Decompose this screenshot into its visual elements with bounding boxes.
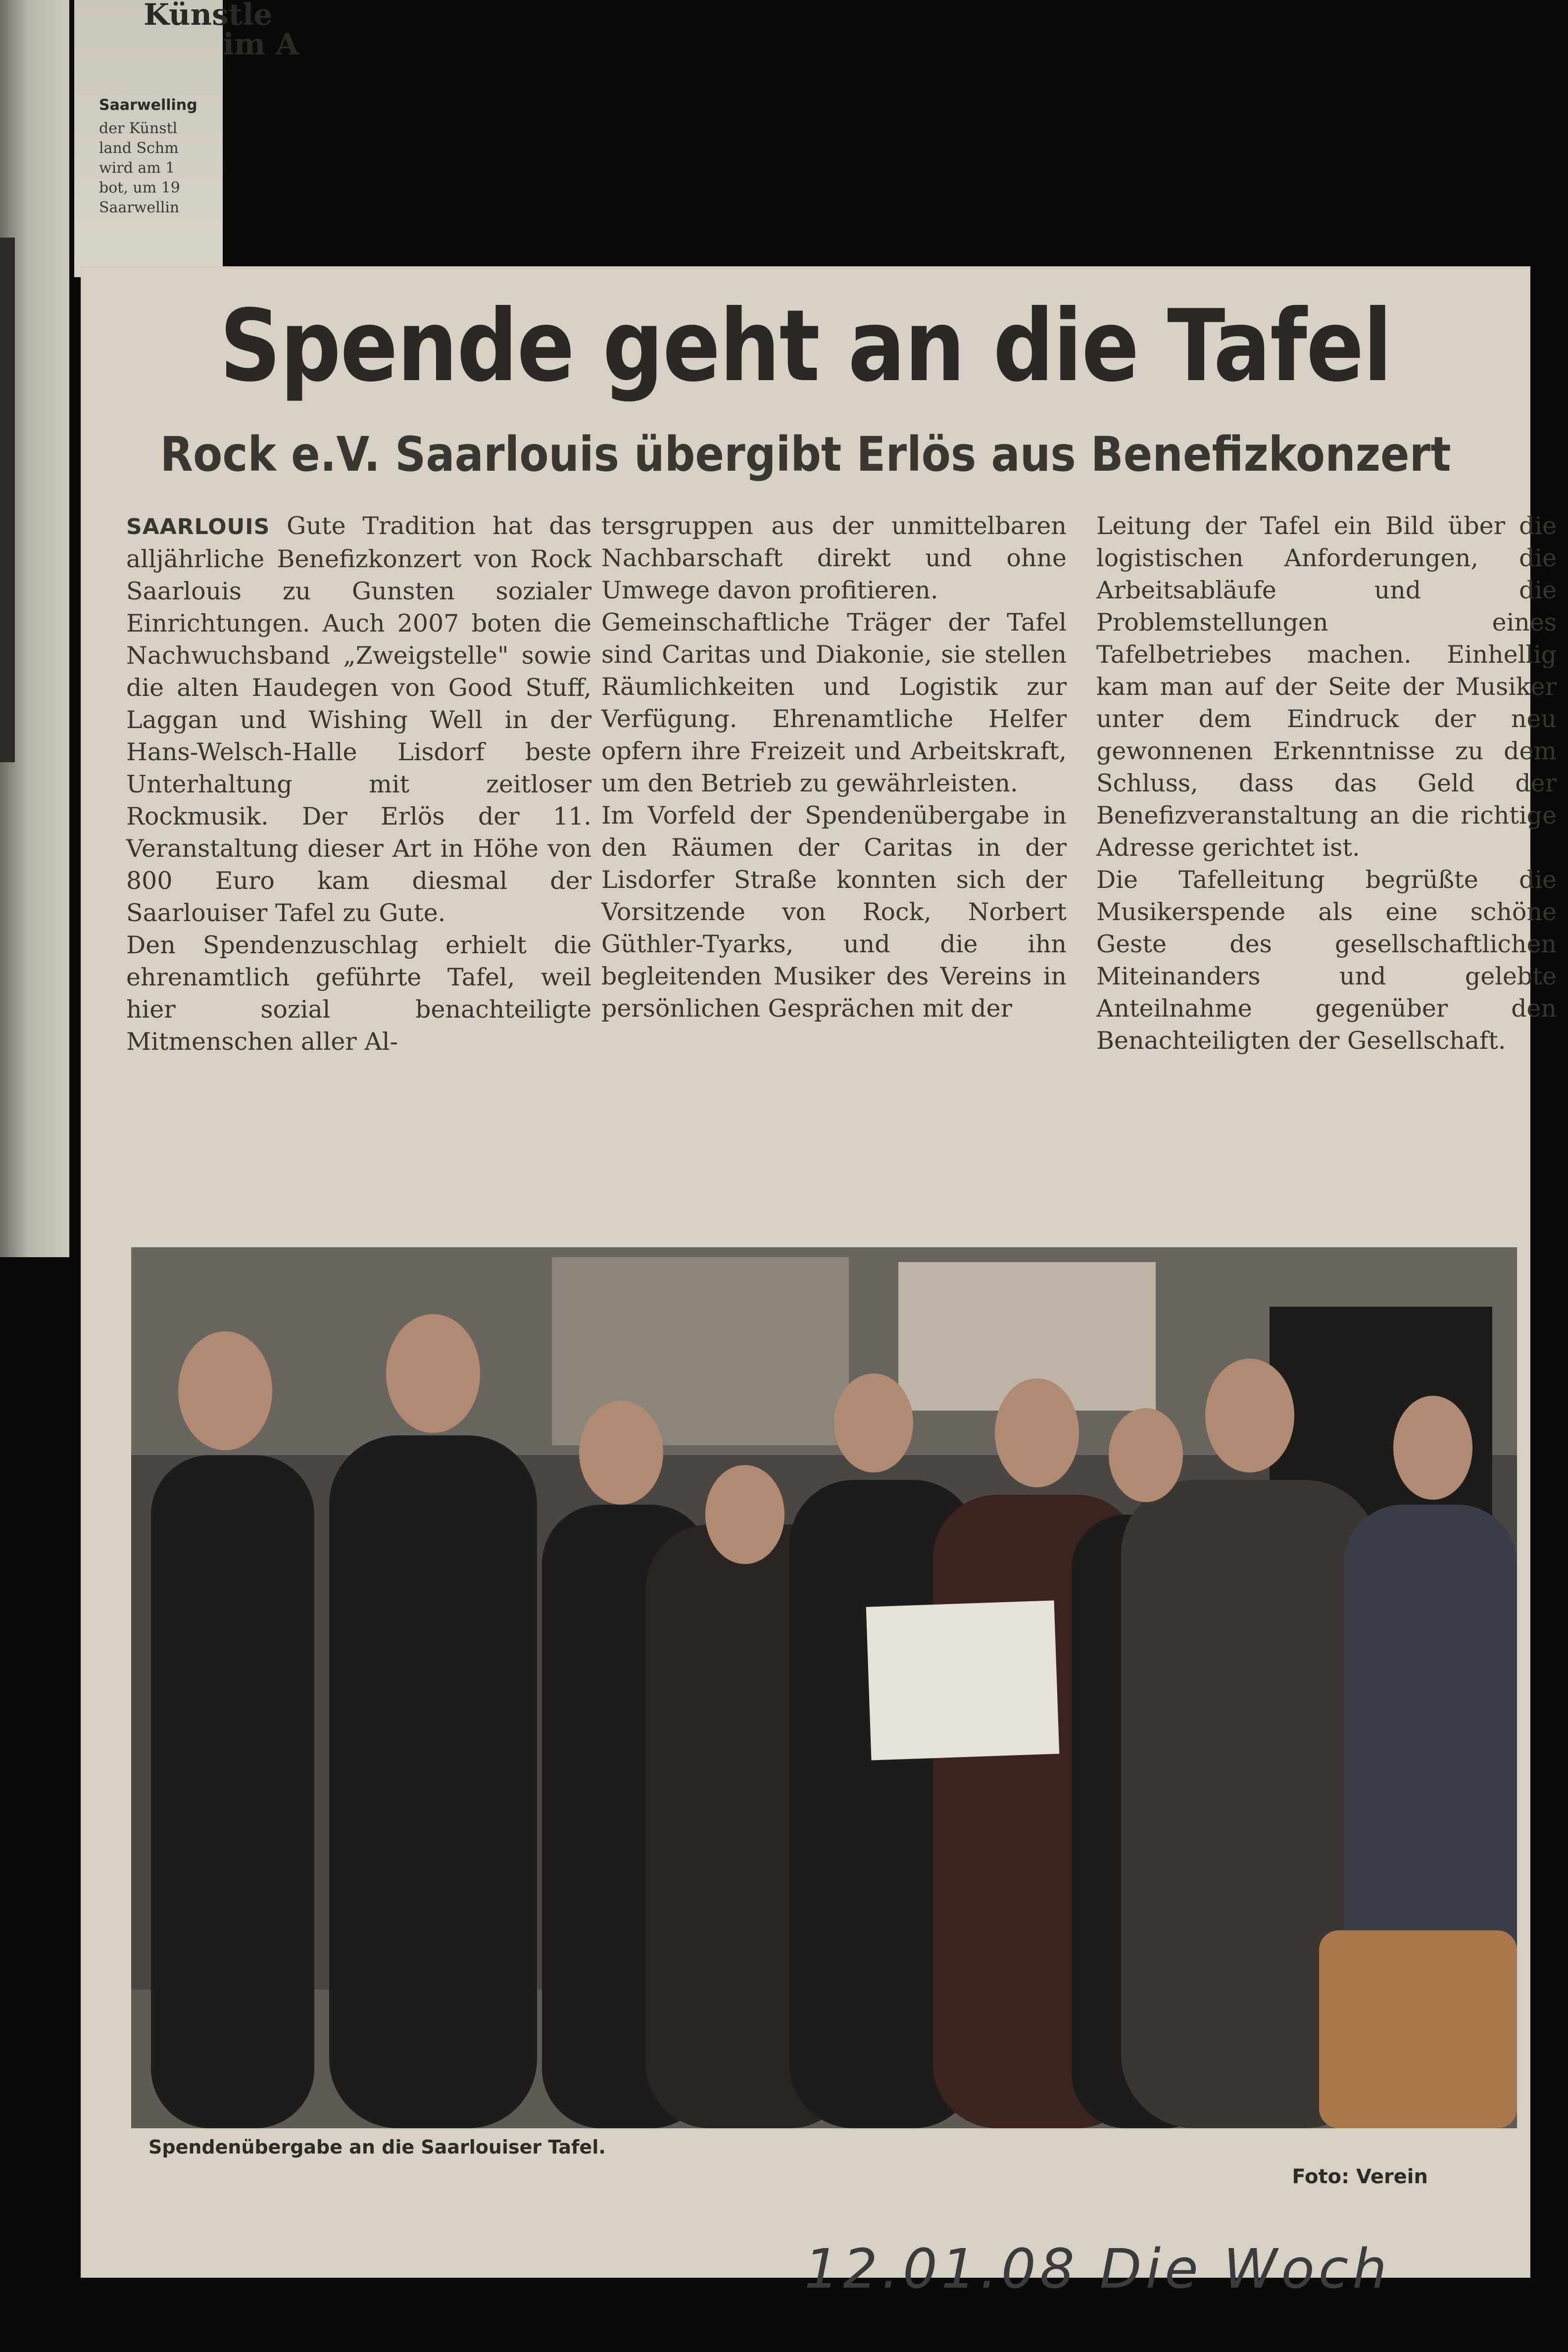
top-clipping-body: der Künstl land Schm wird am 1 bot, um 19 Saarwellin bbox=[99, 120, 180, 216]
headline: Spende geht an die Tafel bbox=[219, 289, 1392, 404]
photo-credit: Foto: Verein bbox=[1292, 2165, 1428, 2188]
handwritten-note: 12.01.08 Die Woch bbox=[804, 2237, 1391, 2301]
group-photo bbox=[131, 1247, 1517, 2128]
group-photo-illustration bbox=[131, 1247, 1517, 2128]
paragraph: Im Vorfeld der Spendenübergabe in den Räumen der Caritas in der Lisdorfer Straße konnten sich der Vorsitzende von Rock, Norbert Güthler-Tyarks, und die ihn begleitenden Musiker des Vereins in persönlichen Gesprächen mit der bbox=[601, 801, 1067, 1023]
paragraph: Den Spendenzuschlag erhielt die ehrenamtlich geführte Tafel, weil hier sozial benachteiligte Mitmenschen aller Al- bbox=[126, 931, 591, 1056]
background-clipping-photo bbox=[0, 238, 15, 762]
subheadline: Rock e.V. Saarlouis übergibt Erlös aus Benefizkonzert bbox=[160, 427, 1451, 482]
photo-caption: Spendenübergabe an die Saarlouiser Tafel. bbox=[148, 2136, 606, 2158]
top-clipping-dateline: Saarwelling bbox=[99, 97, 197, 114]
top-clipping-headline: Künstle im A bbox=[144, 0, 299, 62]
paragraph: Leitung der Tafel ein Bild über die logistischen Anforderungen, die Arbeitsabläufe und die Problemstellungen eines Tafelbetriebes machen. Einhellig kam man auf der Seite der Musiker unter dem Eindruck der neu gewonnenen Erkenntnisse zu dem Schluss, dass das Geld der Benefizveranstaltung an die richtige Adresse gerichtet ist. bbox=[1096, 512, 1557, 862]
dateline: SAARLOUIS bbox=[126, 514, 270, 539]
paragraph: Die Tafelleitung begrüßte die Musikerspende als eine schöne Geste des gesellschaftlichen Miteinanders und gelebte Anteilnahme gegenüber den Benachteiligten der Gesellschaft. bbox=[1096, 866, 1557, 1055]
top-clipping bbox=[74, 0, 299, 277]
paragraph: tersgruppen aus der unmittelbaren Nachbarschaft direkt und ohne Umwege davon profitieren. bbox=[601, 512, 1067, 604]
paragraph: Gemeinschaftliche Träger der Tafel sind Caritas und Diakonie, sie stellen Räumlichkeiten und Logistik zur Verfügung. Ehrenamtliche Helfer opfern ihre Freizeit und Arbeitskraft, um den Betrieb zu gewährleisten. bbox=[601, 608, 1067, 797]
newspaper-clipping bbox=[82, 267, 1557, 2301]
paragraph: Gute Tradition hat das alljährliche Benefizkonzert von Rock Saarlouis zu Gunsten sozialer Einrichtungen. Auch 2007 boten die Nachwuchsband „Zweigstelle" sowie die alten Haudegen von Good Stuff, Laggan und Wishing Well in der Hans-Welsch-Halle Lisdorf beste Unterhaltung mit zeitloser Rockmusik. Der Erlös der 11. Veranstaltung dieser Art in Höhe von 800 Euro kam diesmal der Saarlouiser Tafel zu Gute. bbox=[126, 512, 591, 927]
